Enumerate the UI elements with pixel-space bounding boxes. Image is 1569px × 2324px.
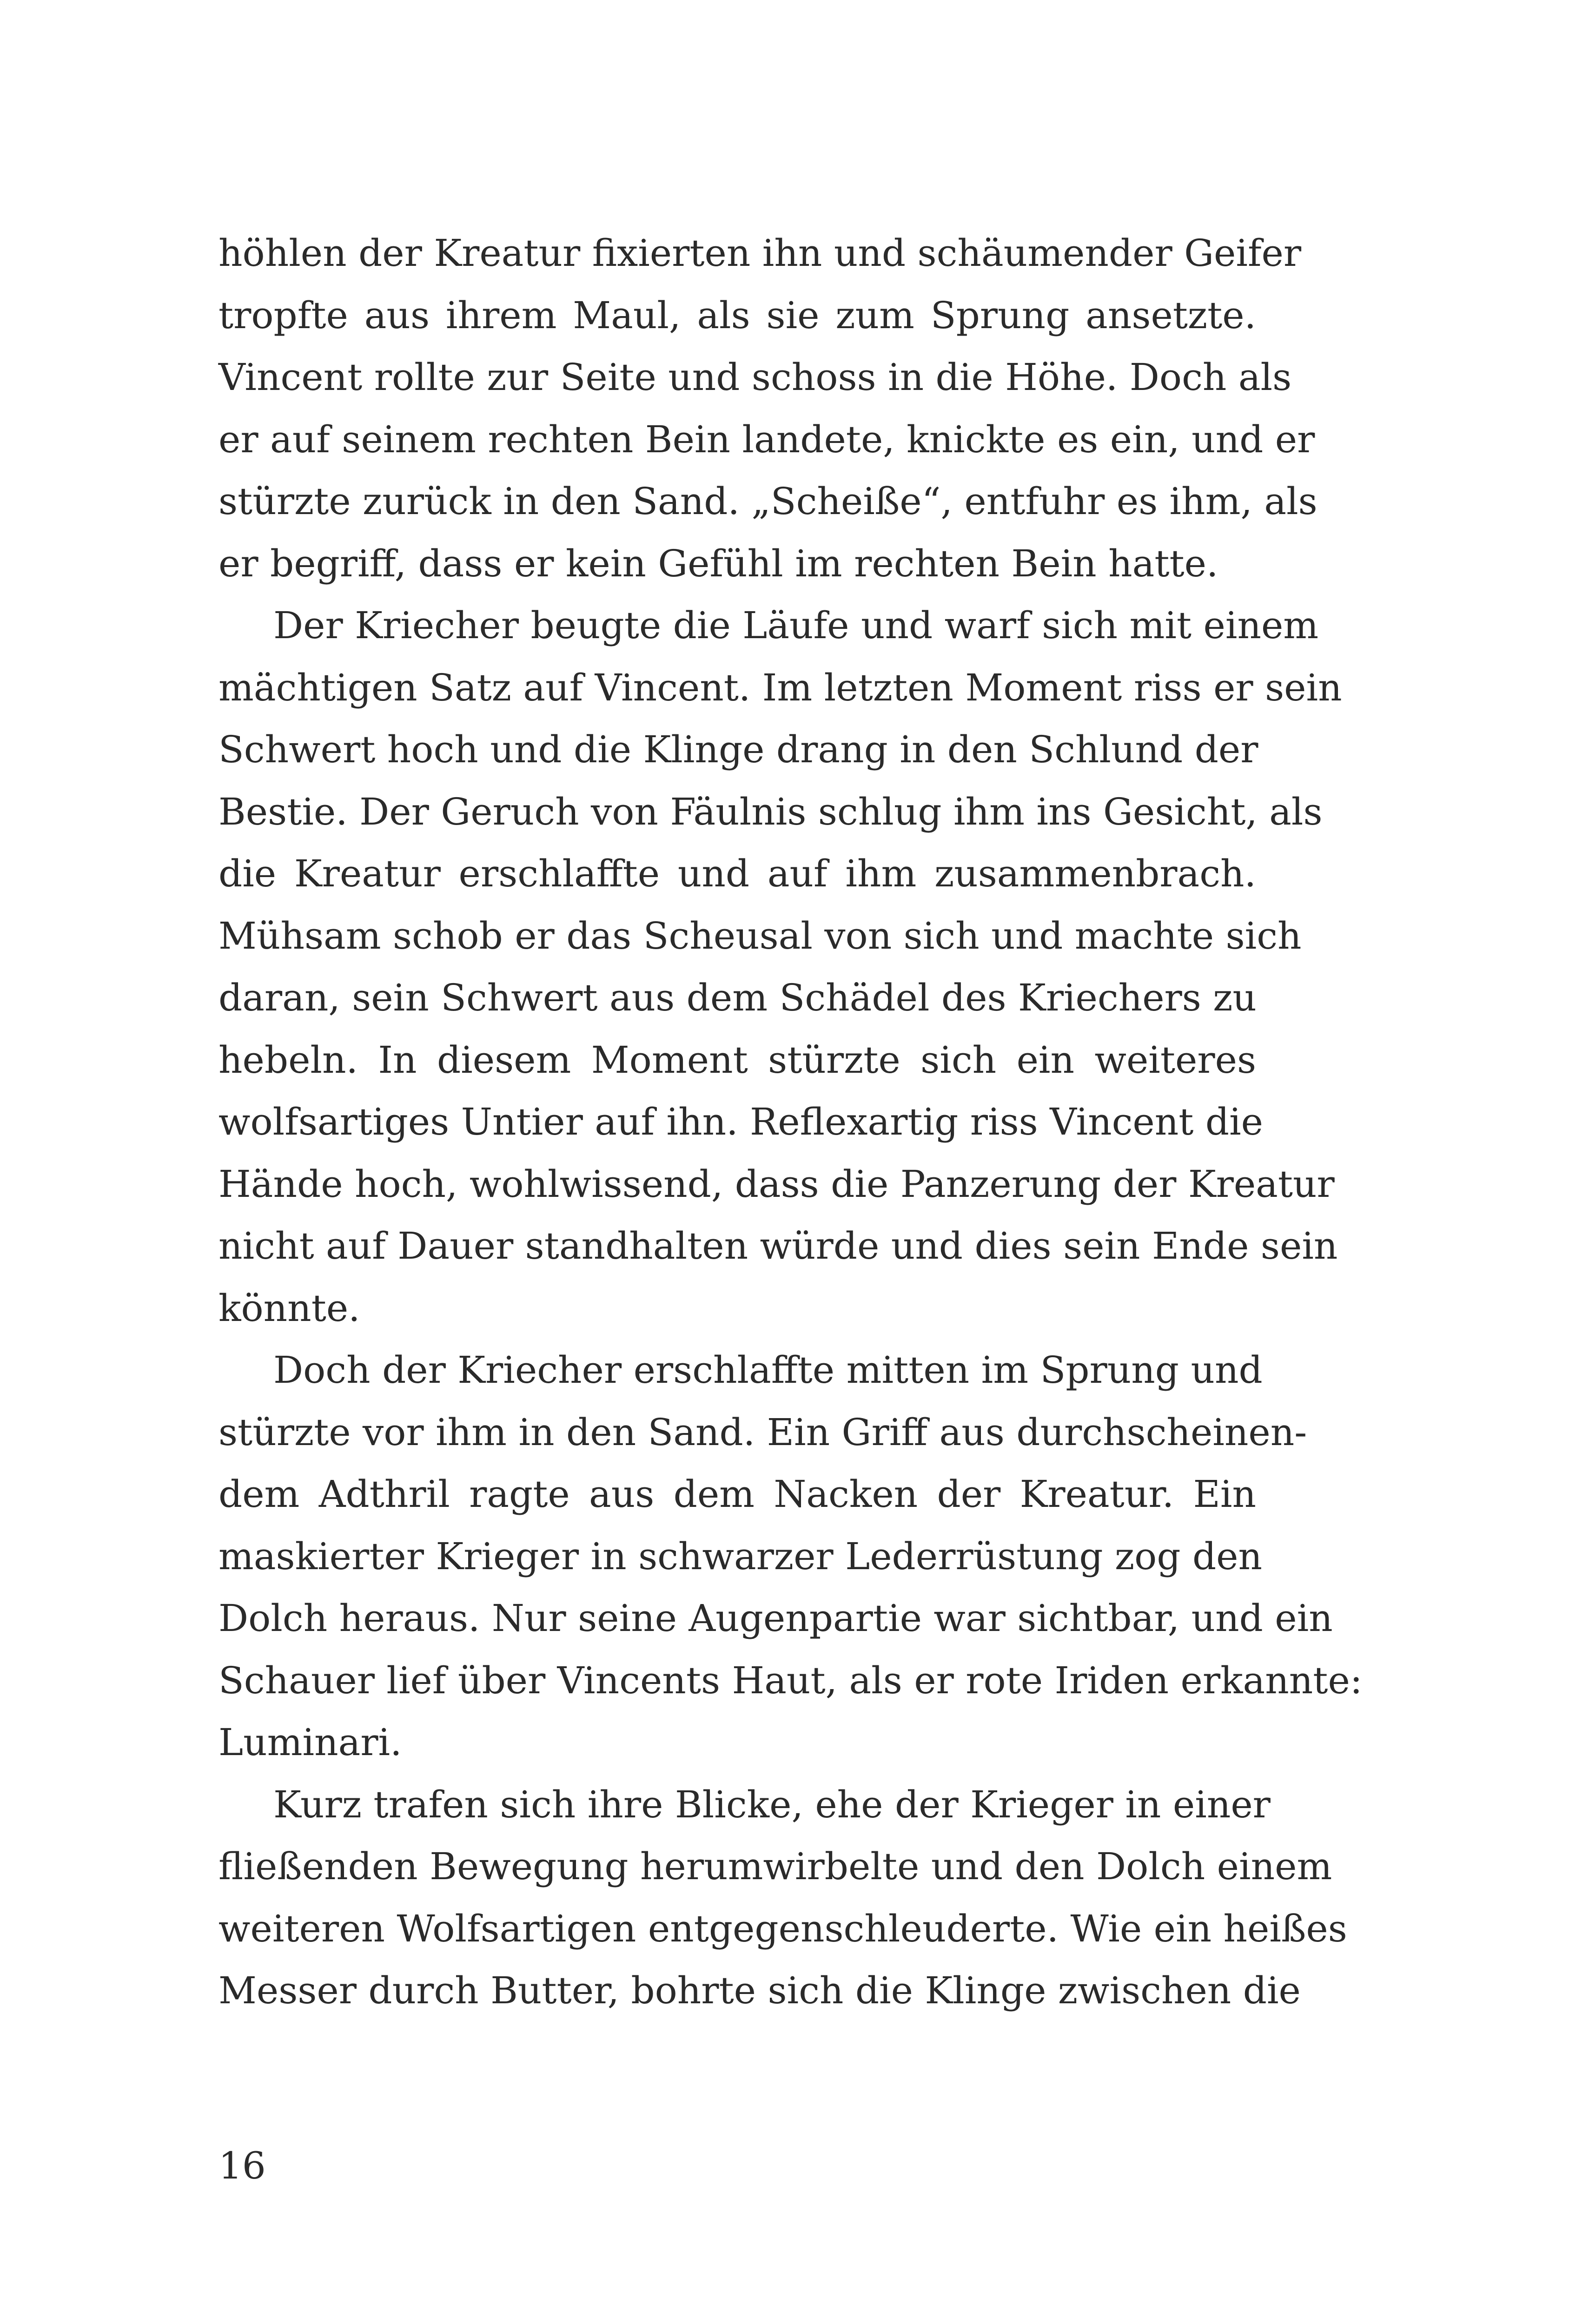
text-line: Kurz trafen sich ihre Blicke, ehe der Krieger in einer [273, 1783, 1271, 1826]
text-line: Doch der Kriecher erschlaffte mitten im Sprung und [273, 1348, 1263, 1392]
text-line: tropfte aus ihrem Maul, als sie zum Sprung ansetzte. [218, 293, 1256, 337]
text-line: fließenden Bewegung herumwirbelte und den Dolch einem [218, 1845, 1332, 1888]
text-line: Dolch heraus. Nur seine Augenpartie war sichtbar, und ein [218, 1597, 1333, 1640]
text-line: mächtigen Satz auf Vincent. Im letzten Moment riss er sein [218, 666, 1342, 709]
text-line: könnte. [218, 1286, 360, 1330]
text-line: Vincent rollte zur Seite und schoss in die Höhe. Doch als [218, 356, 1292, 399]
page-number: 16 [218, 2144, 266, 2187]
text-line: die Kreatur erschlaffte und auf ihm zusammenbrach. [218, 852, 1256, 895]
text-line: Bestie. Der Geruch von Fäulnis schlug ihm ins Gesicht, als [218, 790, 1323, 833]
text-line: Mühsam schob er das Scheusal von sich und machte sich [218, 914, 1302, 957]
text-line: Hände hoch, wohlwissend, dass die Panzerung der Kreatur [218, 1162, 1335, 1206]
body-text [218, 222, 1363, 2022]
text-line: Messer durch Butter, bohrte sich die Klinge zwischen die [218, 1969, 1301, 2012]
text-line: stürzte vor ihm in den Sand. Ein Griff aus durchscheinen- [218, 1410, 1307, 1454]
text-line: weiteren Wolfsartigen entgegenschleuderte. Wie ein heißes [218, 1907, 1347, 1950]
text-line: nicht auf Dauer standhalten würde und dies sein Ende sein [218, 1224, 1338, 1268]
text-line: Der Kriecher beugte die Läufe und warf sich mit einem [273, 604, 1319, 647]
text-line: dem Adthril ragte aus dem Nacken der Kreatur. Ein [218, 1472, 1256, 1516]
text-line: stürzte zurück in den Sand. „Scheiße“, entfuhr es ihm, als [218, 480, 1317, 523]
text-line: höhlen der Kreatur fixierten ihn und schäumender Geifer [218, 231, 1302, 275]
text-line: Schauer lief über Vincents Haut, als er rote Iriden erkannte: [218, 1658, 1363, 1702]
text-line: wolfsartiges Untier auf ihn. Reflexartig riss Vincent die [218, 1100, 1263, 1143]
text-line: daran, sein Schwert aus dem Schädel des Kriechers zu [218, 976, 1257, 1019]
text-line: er auf seinem rechten Bein landete, knickte es ein, und er [218, 417, 1315, 461]
text-line: hebeln. In diesem Moment stürzte sich ein weiteres [218, 1038, 1256, 1082]
text-line: maskierter Krieger in schwarzer Lederrüstung zog den [218, 1534, 1263, 1578]
text-line: Schwert hoch und die Klinge drang in den Schlund der [218, 728, 1258, 771]
text-line: er begriff, dass er kein Gefühl im rechten Bein hatte. [218, 541, 1218, 585]
text-line: Luminari. [218, 1721, 402, 1764]
